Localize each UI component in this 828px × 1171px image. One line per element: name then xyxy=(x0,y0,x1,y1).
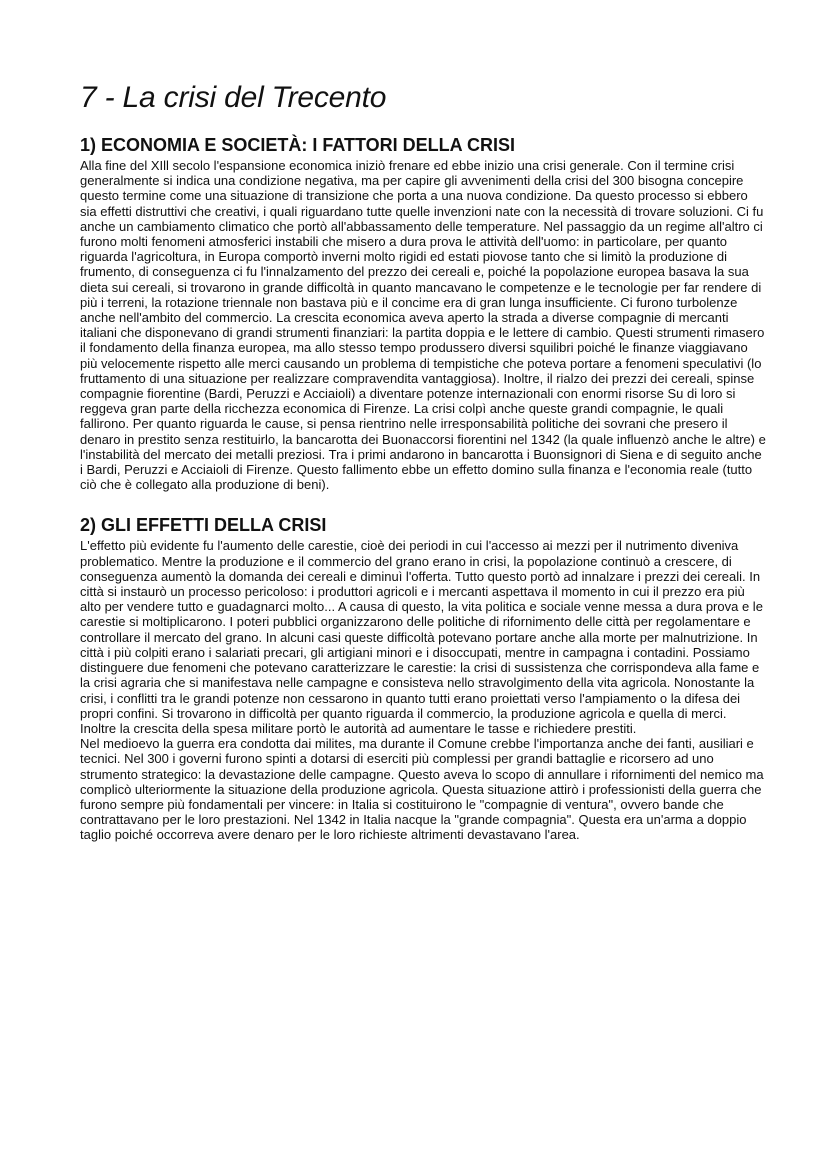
section-heading: 1) ECONOMIA E SOCIETÀ: I FATTORI DELLA CRISI xyxy=(80,135,516,155)
section-paragraph: L'effetto più evidente fu l'aumento delle carestie, cioè dei periodi in cui l'accesso ai mezzi per il nutrimento diveniva problematico. Mentre la produzione e il commercio del grano erano in crisi, la popolazione continuò a crescere, di conseguenza aumentò la domanda dei cereali e diminuì l'offerta. Tutto questo portò ad innalzare i prezzi dei cereali. In città si instaurò un processo pericoloso: i produttori agricoli e i mercanti aspettava il momento in cui il prezzo era più alto per vendere tutto e guadagnarci molto... A causa di questo, la vita politica e sociale venne messa a dura prova e le carestie si moltiplicarono. I poteri pubblici organizzarono delle politiche di rifornimento delle città per regolamentare e controllare il mercato del grano. In alcuni casi queste difficoltà potevano portare anche alla morte per malnutrizione. In città i più colpiti erano i salariati precari, gli artigiani minori e i disoccupati, mentre in campagna i contadini. Possiamo distinguere due fenomeni che potevano caratterizzare le carestie: la crisi di sussistenza che corrispondeva alla fame e la crisi agraria che si manifestava nelle campagne e consisteva nello stravolgimento della vita agricola. Nonostante la crisi, i conflitti tra le grandi potenze non cessarono in quanto tutti erano proiettati verso l'ampiamento o la difesa dei propri confini. Si trovarono in difficoltà per quanto riguarda il commercio, la produzione agricola e quella di merci. Inoltre la crescita della spesa militare portò le autorità ad aumentare le tasse e richiedere prestiti. xyxy=(80,538,763,736)
page-title: 7 - La crisi del Trecento xyxy=(80,81,387,114)
section-heading: 2) GLI EFFETTI DELLA CRISI xyxy=(80,515,327,536)
section-economia-societa xyxy=(80,134,788,492)
section-paragraph: Nel medioevo la guerra era condotta dai milites, ma durante il Comune crebbe l'importanza anche dei fanti, ausiliari e tecnici. Nel 300 i governi furono spinti a dotarsi di eserciti più complessi per grandi battaglie e ricorsero ad uno strumento strategico: la devastazione delle campagne. Questo aveva lo scopo di annullare i rifornimenti del nemico ma complicò ulteriormente la situazione della produzione agricola. Questa situazione attirò i professionisti della guerra che furono sempre più fondamentali per vincere: in Italia si costituirono le "compagnie di ventura", ovvero bande che contrattavano per le loro prestazioni. Nel 1342 in Italia nacque la "grande compagnia". Questa era un'arma a doppio taglio poiché occorreva avere denaro per le loro richieste altrimenti devastavano l'area. xyxy=(80,736,764,843)
section-effetti-crisi xyxy=(80,514,788,842)
section-paragraph: Alla fine del XIll secolo l'espansione economica iniziò frenare ed ebbe inizio una crisi generale. Con il termine crisi generalmente si indica una condizione negativa, ma per capire gli avvenimenti della crisi del 300 bisogna concepire questo termine come una situazione di transizione che porta a una nuova condizione. Da questo processo si ebbero sia effetti distruttivi che creativi, i quali riguardano tutte quelle invenzioni nate con la necessità di trovare soluzioni. Ci fu anche un cambiamento climatico che portò all'abbassamento delle temperature. Nel passaggio da un regime all'altro ci furono molti fenomeni atmosferici instabili che misero a dura prova le attività dell'uomo: in particolare, per quanto riguarda l'agricoltura, in Europa comportò inverni molto rigidi ed estati piovose tanto che si limitò la produzione di frumento, di conseguenza ci fu l'innalzamento del prezzo dei cereali e, poiché la popolazione europea basava la sua dieta sui cereali, si trovarono in grande difficoltà in quanto mancavano le competenze e le tecnologie per far rendere di più i terreni, la rotazione triennale non bastava più e il concime era di gran lunga insufficiente. Ci furono turbolenze anche nell'ambito del commercio. La crescita economica aveva aperto la strada a diverse compagnie di mercanti italiani che disponevano di grandi strumenti finanziari: la partita doppia e le lettere di cambio. Questi strumenti rimasero il fondamento della finanza europea, ma allo stesso tempo produssero diversi squilibri poiché le finanze viaggiavano più velocemente rispetto alle merci causando un problema di tempistiche che poteva portare a fenomeni speculativi (lo fruttamento di una situazione per realizzare compravendita vantaggiosa). Inoltre, il rialzo dei prezzi dei cereali, spinse compagnie fiorentine (Bardi, Peruzzi e Acciaioli) a diventare potenze internazionali con enormi risorse Su di loro si reggeva gran parte della ricchezza economica di Firenze. La crisi colpì anche queste grandi compagnie, le quali fallirono. Per quanto riguarda le cause, si pensa rientrino nelle irresponsabilità politiche dei sovrani che presero il denaro in prestito senza restituirlo, la bancarotta dei Buonaccorsi fiorentini nel 1342 (la quale influenzò anche le altre) e l'instabilità del mercato dei metalli preziosi. Tra i primi andarono in bancarotta i Buonsignori di Siena e di seguito anche i Bardi, Peruzzi e Acciaioli di Firenze. Questo fallimento ebbe un effetto domino sulla finanza e l'economia reale (tutto ciò che è collegato alla produzione di beni). xyxy=(80,158,766,493)
